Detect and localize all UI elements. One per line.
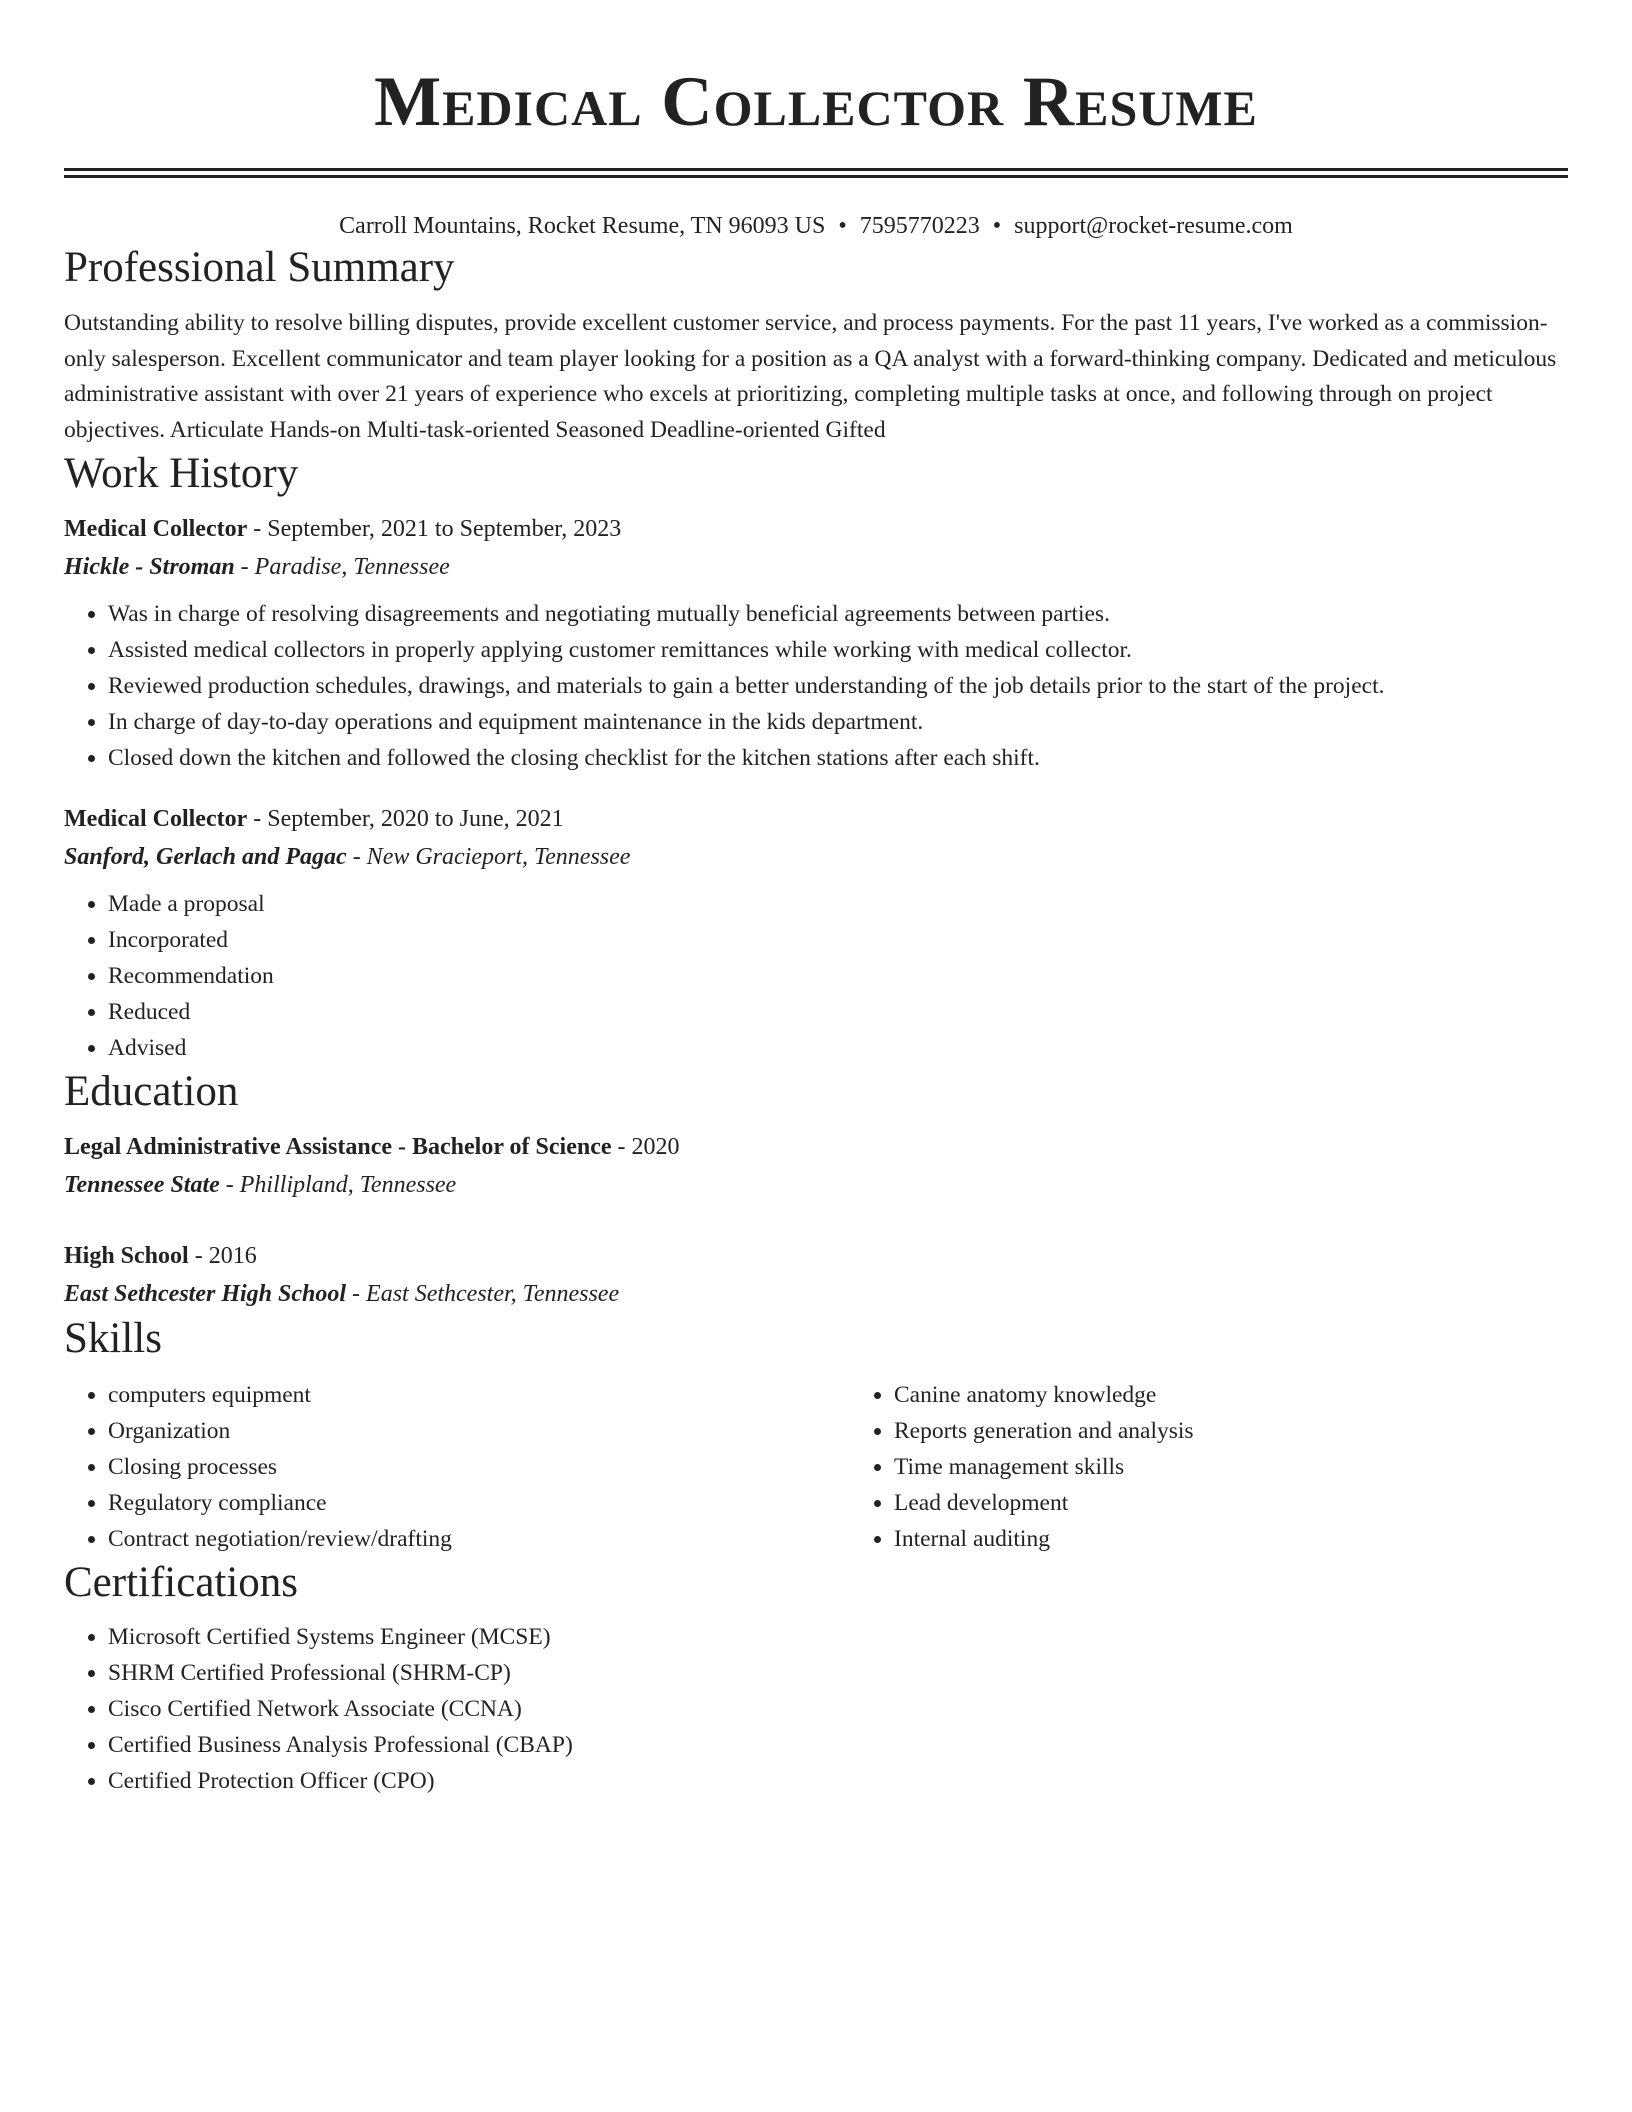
education-header [64, 1237, 1568, 1275]
certifications-list [64, 1619, 1568, 1799]
certifications-heading: Certifications [64, 1559, 299, 1606]
skill-item: • Closing processes [108, 1449, 850, 1485]
skill-item: • Regulatory compliance [108, 1485, 850, 1521]
job-employer [64, 838, 1568, 876]
skill-item: • Organization [108, 1413, 850, 1449]
job-dates: - September, 2021 to September, 2023 [247, 516, 622, 542]
job-employer [64, 548, 1568, 586]
certification-item: • Microsoft Certified Systems Engineer (MCSE) [108, 1619, 1568, 1655]
job-location: - Paradise, Tennessee [234, 554, 450, 580]
contact-phone: 7595770223 [859, 213, 980, 239]
list-item: • Incorporated [108, 922, 1568, 958]
education-year: - 2020 [611, 1134, 680, 1160]
education-school-line [64, 1275, 1568, 1313]
list-item: • Reduced [108, 994, 1568, 1030]
skills-columns [64, 1377, 1568, 1557]
certification-item: • Cisco Certified Network Associate (CCNA) [108, 1691, 1568, 1727]
contact-separator: • [838, 213, 847, 239]
list-item: • Recommendation [108, 958, 1568, 994]
skill-item: • Internal auditing [894, 1521, 1568, 1557]
job-dates: - September, 2020 to June, 2021 [247, 806, 564, 832]
job-header [64, 800, 1568, 838]
list-item: • Closed down the kitchen and followed the closing checklist for the kitchen stations after each shift. [108, 740, 1568, 776]
list-item: • Made a proposal [108, 886, 1568, 922]
skill-item: • Canine anatomy knowledge [894, 1377, 1568, 1413]
education-header [64, 1128, 1568, 1166]
skills-left-column [64, 1377, 850, 1557]
list-item: • In charge of day-to-day operations and equipment maintenance in the kids department. [108, 704, 1568, 740]
skills-heading: Skills [64, 1315, 162, 1362]
title-double-rule [64, 168, 1568, 178]
education-entry [64, 1128, 1568, 1204]
list-item: • Advised [108, 1030, 1568, 1066]
skill-item: • computers equipment [108, 1377, 850, 1413]
job-bullets [64, 886, 1568, 1066]
resume-page [64, 0, 1568, 1799]
skill-item: • Contract negotiation/review/drafting [108, 1521, 850, 1557]
job-bullets [64, 596, 1568, 776]
job-entry [64, 800, 1568, 1066]
education-location: - East Sethcester, Tennessee [346, 1281, 620, 1307]
education-school: Tennessee State [64, 1172, 220, 1198]
education-entry [64, 1237, 1568, 1313]
skill-item: • Reports generation and analysis [894, 1413, 1568, 1449]
contact-address: Carroll Mountains, Rocket Resume, TN 96093 US [339, 213, 826, 239]
certification-item: • SHRM Certified Professional (SHRM-CP) [108, 1655, 1568, 1691]
contact-line [64, 210, 1568, 242]
list-item: • Reviewed production schedules, drawings, and materials to gain a better understanding of the job details prior to the start of the project. [108, 668, 1568, 704]
skills-right-column [850, 1377, 1568, 1557]
education-school: East Sethcester High School [64, 1281, 347, 1307]
job-entry [64, 510, 1568, 776]
contact-email: support@rocket-resume.com [1014, 213, 1293, 239]
job-title: Medical Collector [64, 806, 248, 832]
job-title: Medical Collector [64, 516, 248, 542]
job-company: Sanford, Gerlach and Pagac [64, 844, 347, 870]
list-item: • Assisted medical collectors in properly applying customer remittances while working with medical collector. [108, 632, 1568, 668]
job-header [64, 510, 1568, 548]
certification-item: • Certified Protection Officer (CPO) [108, 1763, 1568, 1799]
education-degree: High School [64, 1243, 189, 1269]
page-title: Medical Collector Resume [374, 63, 1258, 141]
certification-item: • Certified Business Analysis Professional (CBAP) [108, 1727, 1568, 1763]
education-degree: Legal Administrative Assistance - Bachelor of Science [64, 1134, 612, 1160]
education-heading: Education [64, 1068, 239, 1115]
education-year: - 2016 [188, 1243, 257, 1269]
list-item: • Was in charge of resolving disagreements and negotiating mutually beneficial agreements between parties. [108, 596, 1568, 632]
skill-item: • Time management skills [894, 1449, 1568, 1485]
education-location: - Phillipland, Tennessee [219, 1172, 457, 1198]
job-location: - New Gracieport, Tennessee [346, 844, 631, 870]
summary-text: Outstanding ability to resolve billing disputes, provide excellent customer service, and process payments. For the past 11 years, I've worked as a commission-only salesperson. Excellent communicator and team player looking for a position as a QA analyst with a forward-thinking company. Dedicated and meticulous administrative assistant with over 21 years of experience who excels at prioritizing, completing multiple tasks at once, and following through on project objectives. Articulate Hands-on Multi-task-oriented Seasoned Deadline-oriented Gifted [64, 310, 1557, 443]
summary-heading: Professional Summary [64, 244, 455, 291]
job-company: Hickle - Stroman [64, 554, 235, 580]
work-history-heading: Work History [64, 450, 299, 497]
education-school-line [64, 1166, 1568, 1204]
skill-item: • Lead development [894, 1485, 1568, 1521]
contact-separator: • [992, 213, 1002, 239]
